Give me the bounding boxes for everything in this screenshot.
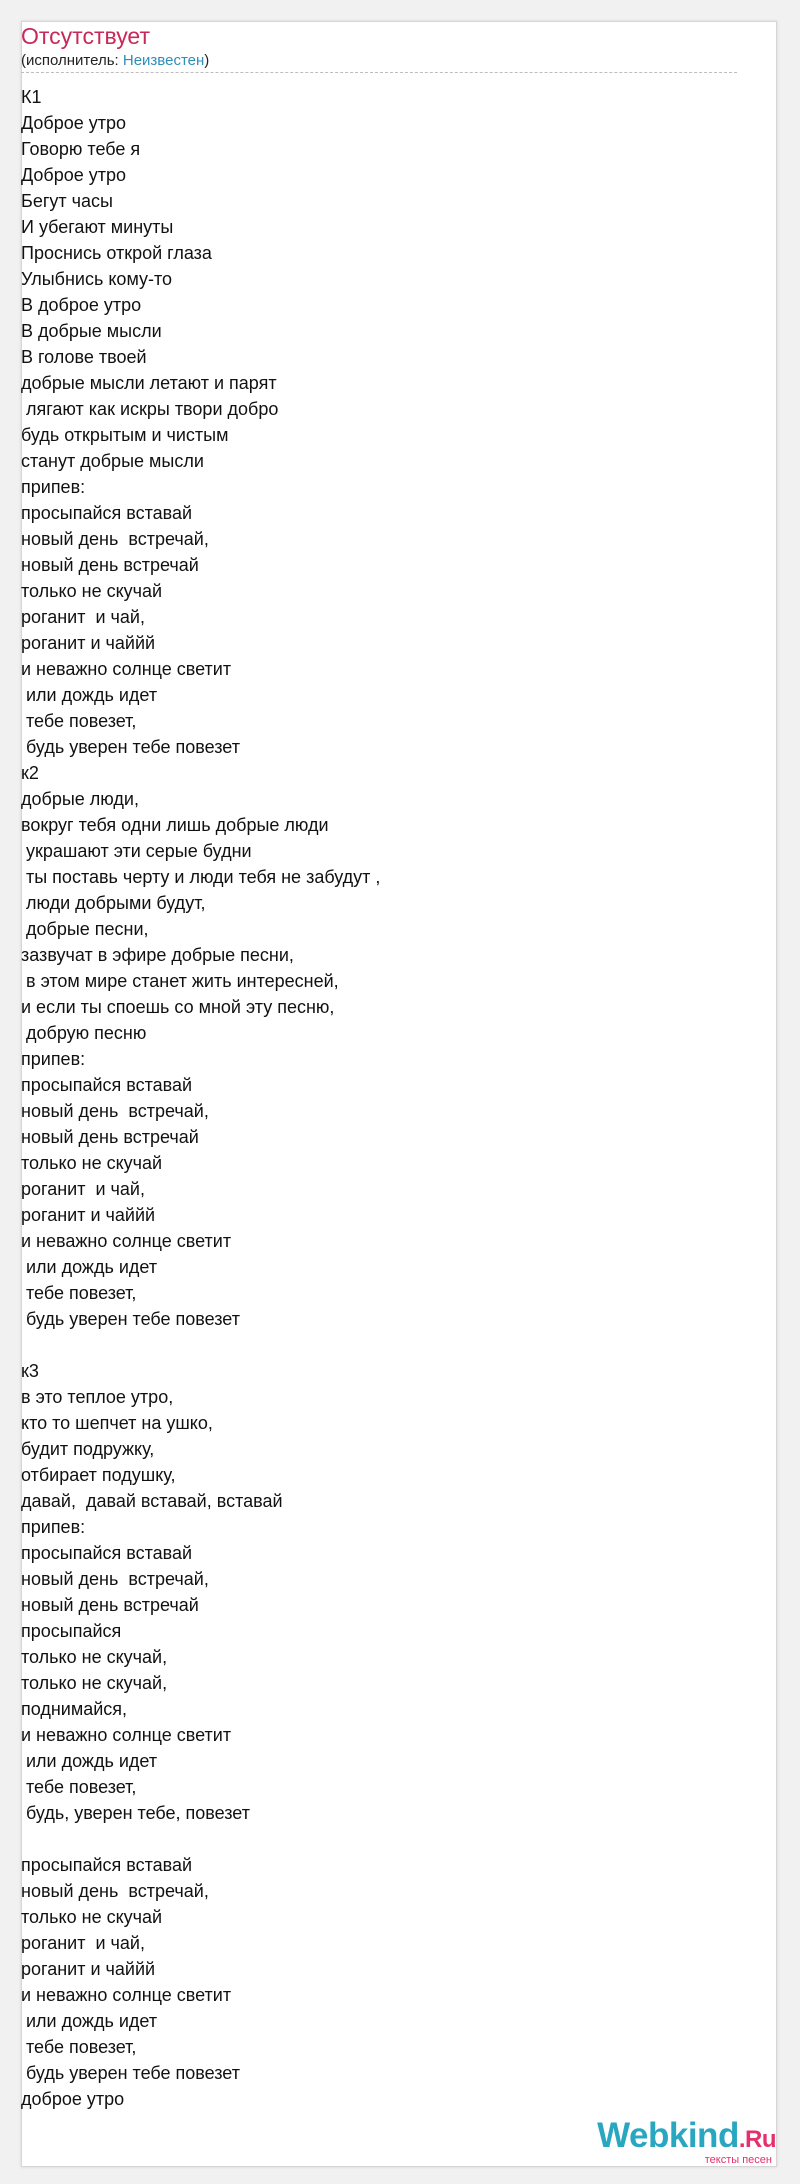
lyric-line: тебе повезет, bbox=[21, 1777, 137, 1797]
lyric-line: лягают как искры твори добро bbox=[21, 399, 279, 419]
logo-wordmark bbox=[597, 2118, 776, 2158]
lyric-line: новый день встречай, bbox=[21, 1881, 209, 1901]
lyric-line: тебе повезет, bbox=[21, 711, 137, 731]
lyric-line: К1 bbox=[21, 87, 42, 107]
lyric-line: роганит и чай, bbox=[21, 1933, 145, 1953]
lyric-line: или дождь идет bbox=[21, 1751, 158, 1771]
lyric-line: и неважно солнце светит bbox=[21, 1725, 232, 1745]
lyric-line: доброе утро bbox=[21, 2089, 125, 2109]
lyric-line: припев: bbox=[21, 1049, 86, 1069]
lyric-line: тебе повезет, bbox=[21, 1283, 137, 1303]
lyric-line: украшают эти серые будни bbox=[21, 841, 252, 861]
lyric-line: вокруг тебя одни лишь добрые люди bbox=[21, 815, 329, 835]
logo-name: Webkind bbox=[597, 2116, 739, 2155]
lyric-line: будит подружку, bbox=[21, 1439, 155, 1459]
lyric-line: отбирает подушку, bbox=[21, 1465, 176, 1485]
lyric-line: или дождь идет bbox=[21, 685, 158, 705]
lyric-line: роганит и чаййй bbox=[21, 633, 156, 653]
lyric-line: просыпайся вставай bbox=[21, 503, 193, 523]
lyric-line: Доброе утро bbox=[21, 113, 127, 133]
lyric-line: добрую песню bbox=[21, 1023, 147, 1043]
lyric-line: новый день встречай, bbox=[21, 1101, 209, 1121]
logo-tld: .Ru bbox=[738, 2126, 776, 2153]
lyric-line: новый день встречай, bbox=[21, 1569, 209, 1589]
lyric-line: добрые люди, bbox=[21, 789, 139, 809]
lyric-line: только не скучай bbox=[21, 1907, 163, 1927]
lyric-line: Проснись открой глаза bbox=[21, 243, 212, 263]
lyric-line: новый день встречай, bbox=[21, 529, 209, 549]
lyric-line: или дождь идет bbox=[21, 2011, 158, 2031]
lyric-line: будь уверен тебе повезет bbox=[21, 1309, 240, 1329]
lyric-line: поднимайся, bbox=[21, 1699, 128, 1719]
lyric-line: кто то шепчет на ушко, bbox=[21, 1413, 213, 1433]
lyric-line: И убегают минуты bbox=[21, 217, 174, 237]
lyric-line: и если ты споешь со мной эту песню, bbox=[21, 997, 335, 1017]
lyric-line: припев: bbox=[21, 1517, 86, 1537]
lyric-line: Улыбнись кому-то bbox=[21, 269, 173, 289]
lyric-line: или дождь идет bbox=[21, 1257, 158, 1277]
song-header bbox=[21, 22, 737, 70]
lyric-line: роганит и чай, bbox=[21, 607, 145, 627]
lyrics-text bbox=[21, 84, 737, 2112]
lyric-line: и неважно солнце светит bbox=[21, 1985, 232, 2005]
lyric-line: Бегут часы bbox=[21, 191, 113, 211]
artist-suffix: ) bbox=[204, 52, 210, 69]
lyric-line: люди добрыми будут, bbox=[21, 893, 206, 913]
lyric-line: новый день встречай bbox=[21, 1127, 199, 1147]
lyric-line: роганит и чаййй bbox=[21, 1959, 156, 1979]
lyric-line: новый день встречай bbox=[21, 1595, 199, 1615]
lyric-line: новый день встречай bbox=[21, 555, 199, 575]
artist-link[interactable]: Неизвестен bbox=[122, 52, 205, 69]
webkind-logo[interactable] bbox=[597, 2118, 776, 2166]
lyric-line: роганит и чаййй bbox=[21, 1205, 156, 1225]
header-divider bbox=[21, 72, 737, 73]
lyric-line: добрые мысли летают и парят bbox=[21, 373, 277, 393]
lyric-line: В голове твоей bbox=[21, 347, 147, 367]
artist-prefix: (исполнитель: bbox=[21, 52, 123, 69]
lyric-line: только не скучай bbox=[21, 1153, 163, 1173]
song-title: Отсутствует bbox=[21, 23, 150, 49]
lyric-line: к3 bbox=[21, 1361, 39, 1381]
lyric-line: только не скучай, bbox=[21, 1673, 168, 1693]
lyric-line: зазвучат в эфире добрые песни, bbox=[21, 945, 294, 965]
lyric-line: роганит и чай, bbox=[21, 1179, 145, 1199]
lyric-line: будь уверен тебе повезет bbox=[21, 737, 240, 757]
artist-line bbox=[21, 52, 737, 70]
lyric-line: просыпайся вставай bbox=[21, 1543, 193, 1563]
lyric-line: в этом мире станет жить интересней, bbox=[21, 971, 339, 991]
lyric-line: тебе повезет, bbox=[21, 2037, 137, 2057]
lyric-line: будь открытым и чистым bbox=[21, 425, 229, 445]
lyric-line: Говорю тебе я bbox=[21, 139, 141, 159]
lyric-line: просыпайся вставай bbox=[21, 1075, 193, 1095]
lyric-line: только не скучай bbox=[21, 581, 163, 601]
lyric-line: только не скучай, bbox=[21, 1647, 168, 1667]
lyric-line: и неважно солнце светит bbox=[21, 659, 232, 679]
lyric-line: ты поставь черту и люди тебя не забудут , bbox=[21, 867, 381, 887]
lyric-line: будь, уверен тебе, повезет bbox=[21, 1803, 250, 1823]
lyric-line: будь уверен тебе повезет bbox=[21, 2063, 240, 2083]
lyric-line: просыпайся bbox=[21, 1621, 122, 1641]
lyric-line: станут добрые мысли bbox=[21, 451, 204, 471]
lyric-line: и неважно солнце светит bbox=[21, 1231, 232, 1251]
logo-tagline: тексты песен bbox=[704, 2154, 772, 2166]
lyric-line: В доброе утро bbox=[21, 295, 142, 315]
lyric-line: Доброе утро bbox=[21, 165, 127, 185]
lyric-line: к2 bbox=[21, 763, 39, 783]
lyric-line: добрые песни, bbox=[21, 919, 149, 939]
lyric-line: просыпайся вставай bbox=[21, 1855, 193, 1875]
lyric-line: припев: bbox=[21, 477, 86, 497]
lyric-line: в это теплое утро, bbox=[21, 1387, 174, 1407]
lyric-line: В добрые мысли bbox=[21, 321, 162, 341]
lyric-line: давай, давай вставай, вставай bbox=[21, 1491, 283, 1511]
